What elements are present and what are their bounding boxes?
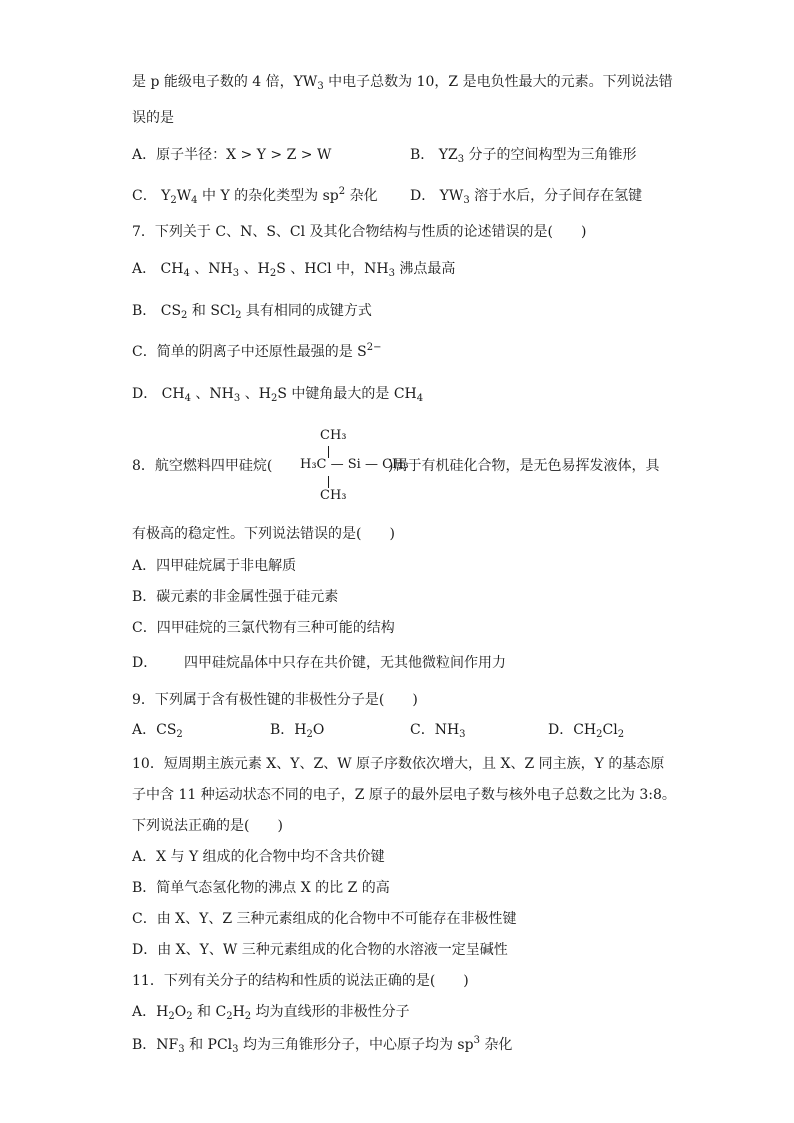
q11-stem: 11．下列有关分子的结构和性质的说法正确的是( ): [132, 973, 469, 989]
q8-option-b[interactable]: B．碳元素的非金属性强于硅元素: [132, 589, 339, 605]
structure-bottom-bond: [328, 476, 329, 488]
q11-option-a[interactable]: A．$H_2O_2$ 和 $C_2H_2$ 均为直线形的非极性分子: [132, 1004, 410, 1022]
q8-stem-part1: 8．航空燃料四甲硅烷(: [132, 458, 273, 474]
q6-option-a[interactable]: A．原子半径：X > Y > Z > W: [132, 147, 332, 163]
q9-option-c[interactable]: C．$NH_3$: [410, 722, 466, 740]
q10-option-b[interactable]: B．简单气态氢化物的沸点 X 的比 Z 的高: [132, 880, 390, 896]
q10-option-a[interactable]: A．X 与 Y 组成的化合物中均不含共价键: [132, 849, 385, 865]
q10-stem-line2: 子中含 11 种运动状态不同的电子，Z 原子的最外层电子数与核外电子总数之比为 3:8。: [132, 787, 676, 803]
structure-top-methyl: CH₃: [320, 428, 347, 443]
q7-stem: 7．下列关于 C、N、S、Cl 及其化合物结构与性质的论述错误的是( ): [132, 224, 587, 240]
q9-option-b[interactable]: B．$H_2O$: [270, 722, 325, 740]
q6-stem-line2: 误的是: [132, 110, 174, 126]
q8-stem-part2: )属于有机硅化合物，是无色易挥发液体，具: [388, 458, 660, 474]
q8-option-c[interactable]: C．四甲硅烷的三氯代物有三种可能的结构: [132, 620, 395, 636]
q10-stem-line3: 下列说法正确的是( ): [132, 818, 283, 834]
q6-option-b[interactable]: B． $YZ_3$ 分子的空间构型为三角锥形: [410, 147, 637, 165]
q6-option-c[interactable]: C． $Y_2W_4$ 中 Y 的杂化类型为 $sp^2$ 杂化: [132, 186, 378, 206]
q7-option-c[interactable]: C．简单的阴离子中还原性最强的是 $S^{2-}$: [132, 342, 382, 360]
structure-main-chain: H₃C — Si — CH₃: [300, 457, 409, 472]
q8-option-a[interactable]: A．四甲硅烷属于非电解质: [132, 558, 297, 574]
q7-option-a[interactable]: A． $CH_4$ 、$NH_3$ 、$H_2S$ 、HCl 中，$NH_3$ 沸点最高: [132, 261, 456, 279]
q11-option-b[interactable]: B．$NF_3$ 和 PCl$_3$ 均为三角锥形分子，中心原子均为 $sp^3$ 杂化: [132, 1035, 513, 1055]
q7-option-b[interactable]: B． $CS_2$ 和 SCl$_2$ 具有相同的成键方式: [132, 303, 372, 321]
structure-bottom-methyl: CH₃: [320, 488, 347, 503]
q10-option-d[interactable]: D．由 X、Y、W 三种元素组成的化合物的水溶液一定呈碱性: [132, 942, 508, 958]
q8-option-d-text: 四甲硅烷晶体中只存在共价键，无其他微粒间作用力: [184, 655, 506, 671]
q9-stem: 9．下列属于含有极性键的非极性分子是( ): [132, 692, 418, 708]
q9-option-d[interactable]: D．$CH_2Cl_2$: [548, 722, 625, 740]
q8-stem-line2: 有极高的稳定性。下列说法错误的是( ): [132, 526, 395, 542]
tetramethylsilane-structure: [300, 428, 409, 506]
q6-stem-line1: 是 p 能级电子数的 4 倍，$YW_3$ 中电子总数为 10，Z 是电负性最大的元素。下列说法错: [132, 74, 673, 92]
q10-option-c[interactable]: C．由 X、Y、Z 三种元素组成的化合物中不可能存在非极性键: [132, 911, 517, 927]
q7-option-d[interactable]: D． $CH_4$ 、$NH_3$ 、$H_2S$ 中键角最大的是 $CH_4$: [132, 386, 424, 404]
q10-stem-line1: 10．短周期主族元素 X、Y、Z、W 原子序数依次增大，且 X、Z 同主族，Y 的基态原: [132, 756, 665, 772]
q6-option-d[interactable]: D． $YW_3$ 溶于水后，分子间存在氢键: [410, 188, 643, 206]
q8-option-d[interactable]: D．: [132, 655, 158, 671]
q9-option-a[interactable]: A．$CS_2$: [132, 722, 183, 740]
